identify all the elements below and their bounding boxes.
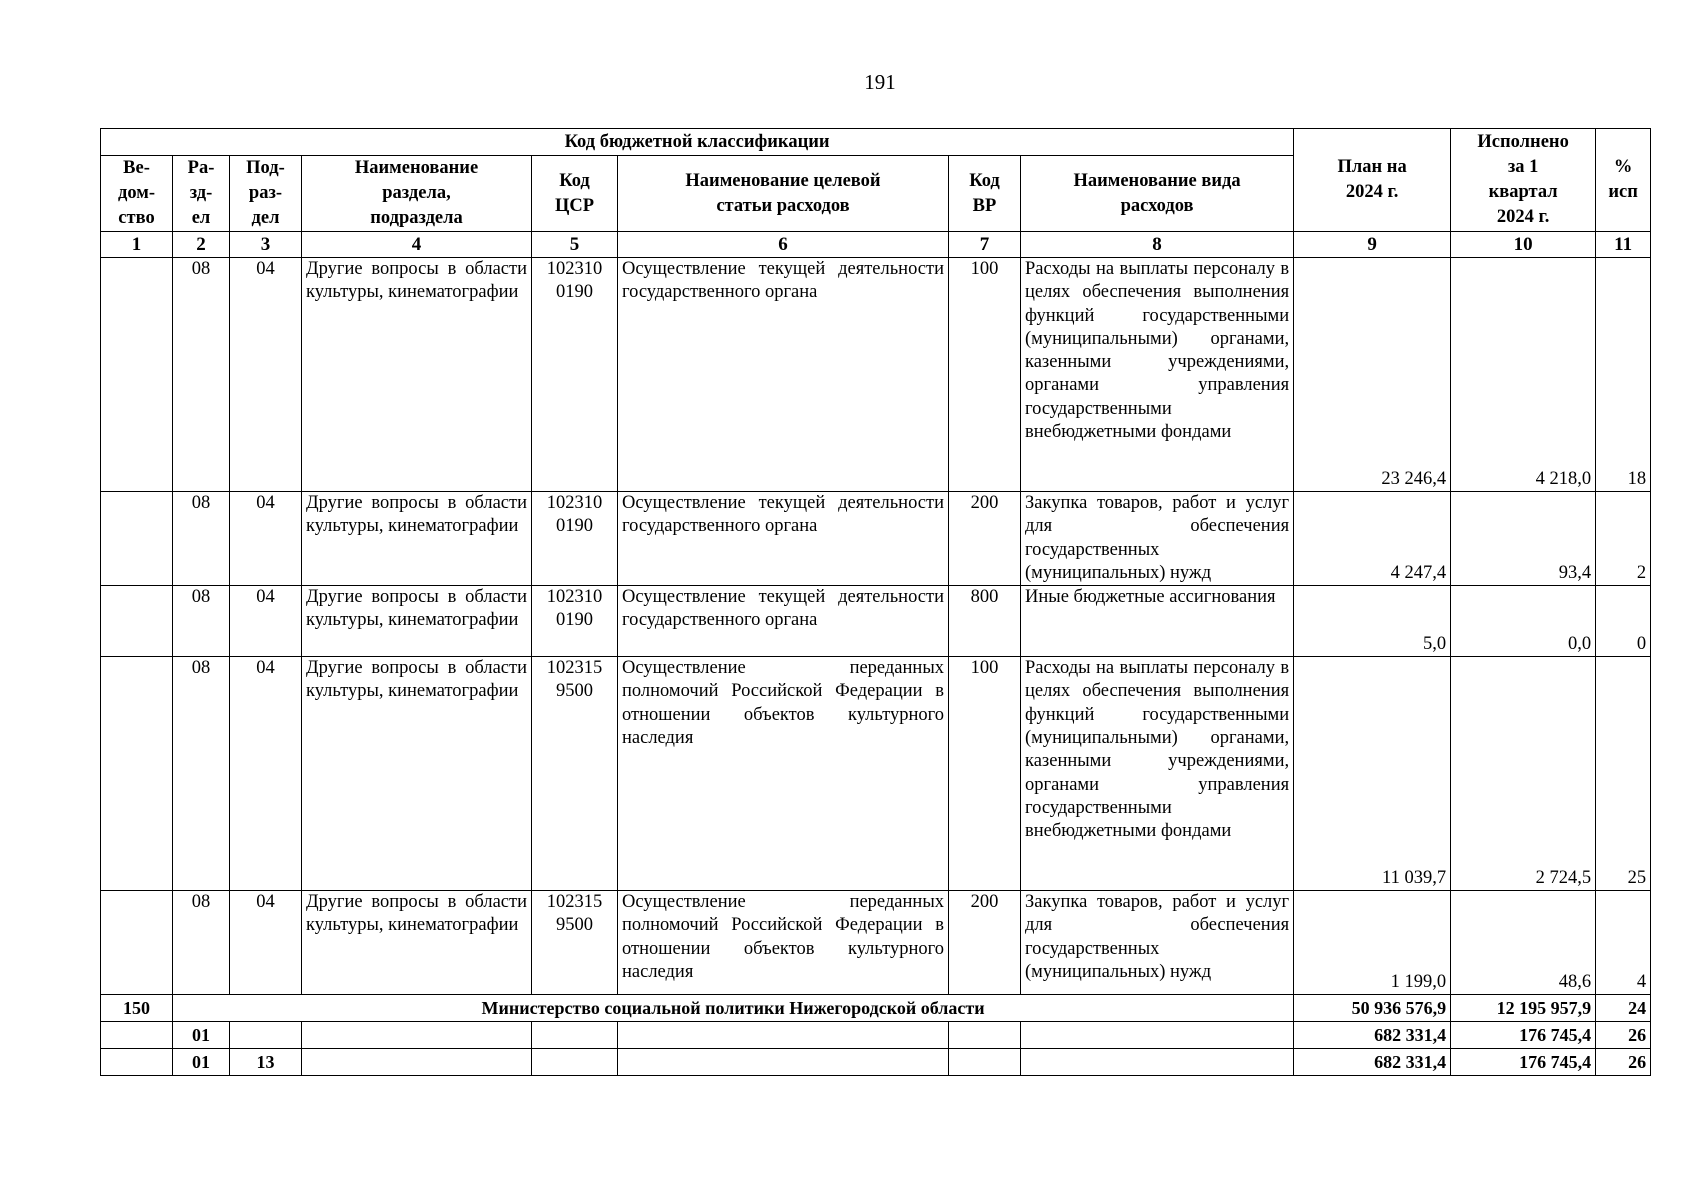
cell-plan: 682 331,4 bbox=[1294, 1022, 1451, 1049]
cell-csr-code: 102310 0190 bbox=[532, 492, 618, 586]
cell-executed: 2 724,5 bbox=[1451, 657, 1596, 891]
summary-row bbox=[101, 1022, 1651, 1049]
header-target-item-name: Наименование целевой статьи расходов bbox=[618, 156, 949, 232]
cell-department bbox=[101, 1049, 173, 1076]
header-department: Ве- дом- ство bbox=[101, 156, 173, 232]
cell-target-item-name bbox=[618, 1049, 949, 1076]
column-number: 5 bbox=[532, 232, 618, 258]
cell-csr-code: 102310 0190 bbox=[532, 258, 618, 492]
cell-csr-code bbox=[532, 1022, 618, 1049]
cell-percent: 26 bbox=[1596, 1049, 1651, 1076]
budget-classification-header: Код бюджетной классификации bbox=[101, 129, 1294, 156]
cell-percent: 24 bbox=[1596, 995, 1651, 1022]
cell-department bbox=[101, 492, 173, 586]
cell-vr-code: 200 bbox=[949, 492, 1021, 586]
cell-percent: 4 bbox=[1596, 891, 1651, 995]
cell-vr-code: 800 bbox=[949, 586, 1021, 657]
cell-percent: 2 bbox=[1596, 492, 1651, 586]
header-plan: План на 2024 г. bbox=[1294, 129, 1451, 232]
header-csr-code: Код ЦСР bbox=[532, 156, 618, 232]
table-row bbox=[101, 586, 1651, 657]
cell-department: 150 bbox=[101, 995, 173, 1022]
cell-expense-type-name: Закупка товаров, работ и услуг для обеспечения государственных (муниципальных) нужд bbox=[1021, 492, 1294, 586]
summary-row bbox=[101, 1049, 1651, 1076]
cell-executed: 176 745,4 bbox=[1451, 1022, 1596, 1049]
column-number: 3 bbox=[230, 232, 302, 258]
cell-csr-code: 102315 9500 bbox=[532, 891, 618, 995]
cell-executed: 93,4 bbox=[1451, 492, 1596, 586]
cell-target-item-name: Осуществление переданных полномочий Российской Федерации в отношении объектов культурного наследия bbox=[618, 891, 949, 995]
cell-section-name: Другие вопросы в области культуры, кинематографии bbox=[302, 492, 532, 586]
cell-plan: 4 247,4 bbox=[1294, 492, 1451, 586]
table-row bbox=[101, 492, 1651, 586]
page-number: 191 bbox=[864, 70, 896, 94]
cell-plan: 23 246,4 bbox=[1294, 258, 1451, 492]
ministry-name: Министерство социальной политики Нижегородской области bbox=[173, 995, 1294, 1022]
budget-table bbox=[100, 128, 1651, 1076]
cell-executed: 12 195 957,9 bbox=[1451, 995, 1596, 1022]
cell-target-item-name: Осуществление текущей деятельности государственного органа bbox=[618, 492, 949, 586]
cell-subsection: 04 bbox=[230, 492, 302, 586]
cell-target-item-name: Осуществление текущей деятельности государственного органа bbox=[618, 258, 949, 492]
header-percent: % исп bbox=[1596, 129, 1651, 232]
table-row bbox=[101, 891, 1651, 995]
cell-plan: 1 199,0 bbox=[1294, 891, 1451, 995]
cell-expense-type-name: Расходы на выплаты персоналу в целях обеспечения выполнения функций государственными (муниципальными) органами, казенными учреждениями, органами управления государственными внебюджетными фондами bbox=[1021, 657, 1294, 891]
header-executed: Исполнено за 1 квартал 2024 г. bbox=[1451, 129, 1596, 232]
cell-target-item-name: Осуществление переданных полномочий Российской Федерации в отношении объектов культурного наследия bbox=[618, 657, 949, 891]
cell-target-item-name bbox=[618, 1022, 949, 1049]
cell-department bbox=[101, 586, 173, 657]
cell-expense-type-name: Расходы на выплаты персоналу в целях обеспечения выполнения функций государственными (муниципальными) органами, казенными учреждениями, органами управления государственными внебюджетными фондами bbox=[1021, 258, 1294, 492]
header-vr-code: Код ВР bbox=[949, 156, 1021, 232]
cell-plan: 5,0 bbox=[1294, 586, 1451, 657]
header-section: Ра- зд- ел bbox=[173, 156, 230, 232]
cell-expense-type-name bbox=[1021, 1049, 1294, 1076]
cell-executed: 176 745,4 bbox=[1451, 1049, 1596, 1076]
cell-section: 08 bbox=[173, 891, 230, 995]
column-number: 7 bbox=[949, 232, 1021, 258]
cell-subsection: 04 bbox=[230, 258, 302, 492]
column-number: 2 bbox=[173, 232, 230, 258]
header-section-name: Наименование раздела, подраздела bbox=[302, 156, 532, 232]
cell-section: 08 bbox=[173, 657, 230, 891]
table-row bbox=[101, 657, 1651, 891]
cell-section: 08 bbox=[173, 586, 230, 657]
cell-subsection: 04 bbox=[230, 586, 302, 657]
cell-executed: 48,6 bbox=[1451, 891, 1596, 995]
cell-expense-type-name: Закупка товаров, работ и услуг для обеспечения государственных (муниципальных) нужд bbox=[1021, 891, 1294, 995]
cell-csr-code: 102310 0190 bbox=[532, 586, 618, 657]
cell-department bbox=[101, 891, 173, 995]
cell-department bbox=[101, 657, 173, 891]
cell-section: 08 bbox=[173, 492, 230, 586]
cell-subsection: 04 bbox=[230, 657, 302, 891]
cell-department bbox=[101, 258, 173, 492]
header-subsection: Под- раз- дел bbox=[230, 156, 302, 232]
ministry-row bbox=[101, 995, 1651, 1022]
cell-plan: 50 936 576,9 bbox=[1294, 995, 1451, 1022]
cell-percent: 0 bbox=[1596, 586, 1651, 657]
cell-plan: 11 039,7 bbox=[1294, 657, 1451, 891]
cell-percent: 18 bbox=[1596, 258, 1651, 492]
cell-plan: 682 331,4 bbox=[1294, 1049, 1451, 1076]
column-number: 10 bbox=[1451, 232, 1596, 258]
cell-csr-code: 102315 9500 bbox=[532, 657, 618, 891]
cell-vr-code: 100 bbox=[949, 657, 1021, 891]
cell-vr-code: 100 bbox=[949, 258, 1021, 492]
cell-section: 08 bbox=[173, 258, 230, 492]
column-number: 8 bbox=[1021, 232, 1294, 258]
table-header bbox=[101, 129, 1651, 258]
column-number: 1 bbox=[101, 232, 173, 258]
cell-section-name: Другие вопросы в области культуры, кинематографии bbox=[302, 657, 532, 891]
cell-executed: 4 218,0 bbox=[1451, 258, 1596, 492]
cell-subsection: 04 bbox=[230, 891, 302, 995]
cell-expense-type-name: Иные бюджетные ассигнования bbox=[1021, 586, 1294, 657]
header-expense-type-name: Наименование вида расходов bbox=[1021, 156, 1294, 232]
cell-subsection: 13 bbox=[230, 1049, 302, 1076]
cell-csr-code bbox=[532, 1049, 618, 1076]
cell-subsection bbox=[230, 1022, 302, 1049]
cell-target-item-name: Осуществление текущей деятельности государственного органа bbox=[618, 586, 949, 657]
cell-executed: 0,0 bbox=[1451, 586, 1596, 657]
cell-percent: 26 bbox=[1596, 1022, 1651, 1049]
column-number: 6 bbox=[618, 232, 949, 258]
cell-department bbox=[101, 1022, 173, 1049]
cell-section-name: Другие вопросы в области культуры, кинематографии bbox=[302, 586, 532, 657]
cell-vr-code bbox=[949, 1022, 1021, 1049]
cell-section-name: Другие вопросы в области культуры, кинематографии bbox=[302, 258, 532, 492]
cell-section: 01 bbox=[173, 1022, 230, 1049]
column-number-row bbox=[101, 232, 1651, 258]
cell-vr-code bbox=[949, 1049, 1021, 1076]
table-row bbox=[101, 258, 1651, 492]
cell-section: 01 bbox=[173, 1049, 230, 1076]
cell-section-name: Другие вопросы в области культуры, кинематографии bbox=[302, 891, 532, 995]
cell-section-name bbox=[302, 1049, 532, 1076]
cell-percent: 25 bbox=[1596, 657, 1651, 891]
column-number: 11 bbox=[1596, 232, 1651, 258]
column-number: 4 bbox=[302, 232, 532, 258]
cell-expense-type-name bbox=[1021, 1022, 1294, 1049]
column-number: 9 bbox=[1294, 232, 1451, 258]
cell-section-name bbox=[302, 1022, 532, 1049]
cell-vr-code: 200 bbox=[949, 891, 1021, 995]
